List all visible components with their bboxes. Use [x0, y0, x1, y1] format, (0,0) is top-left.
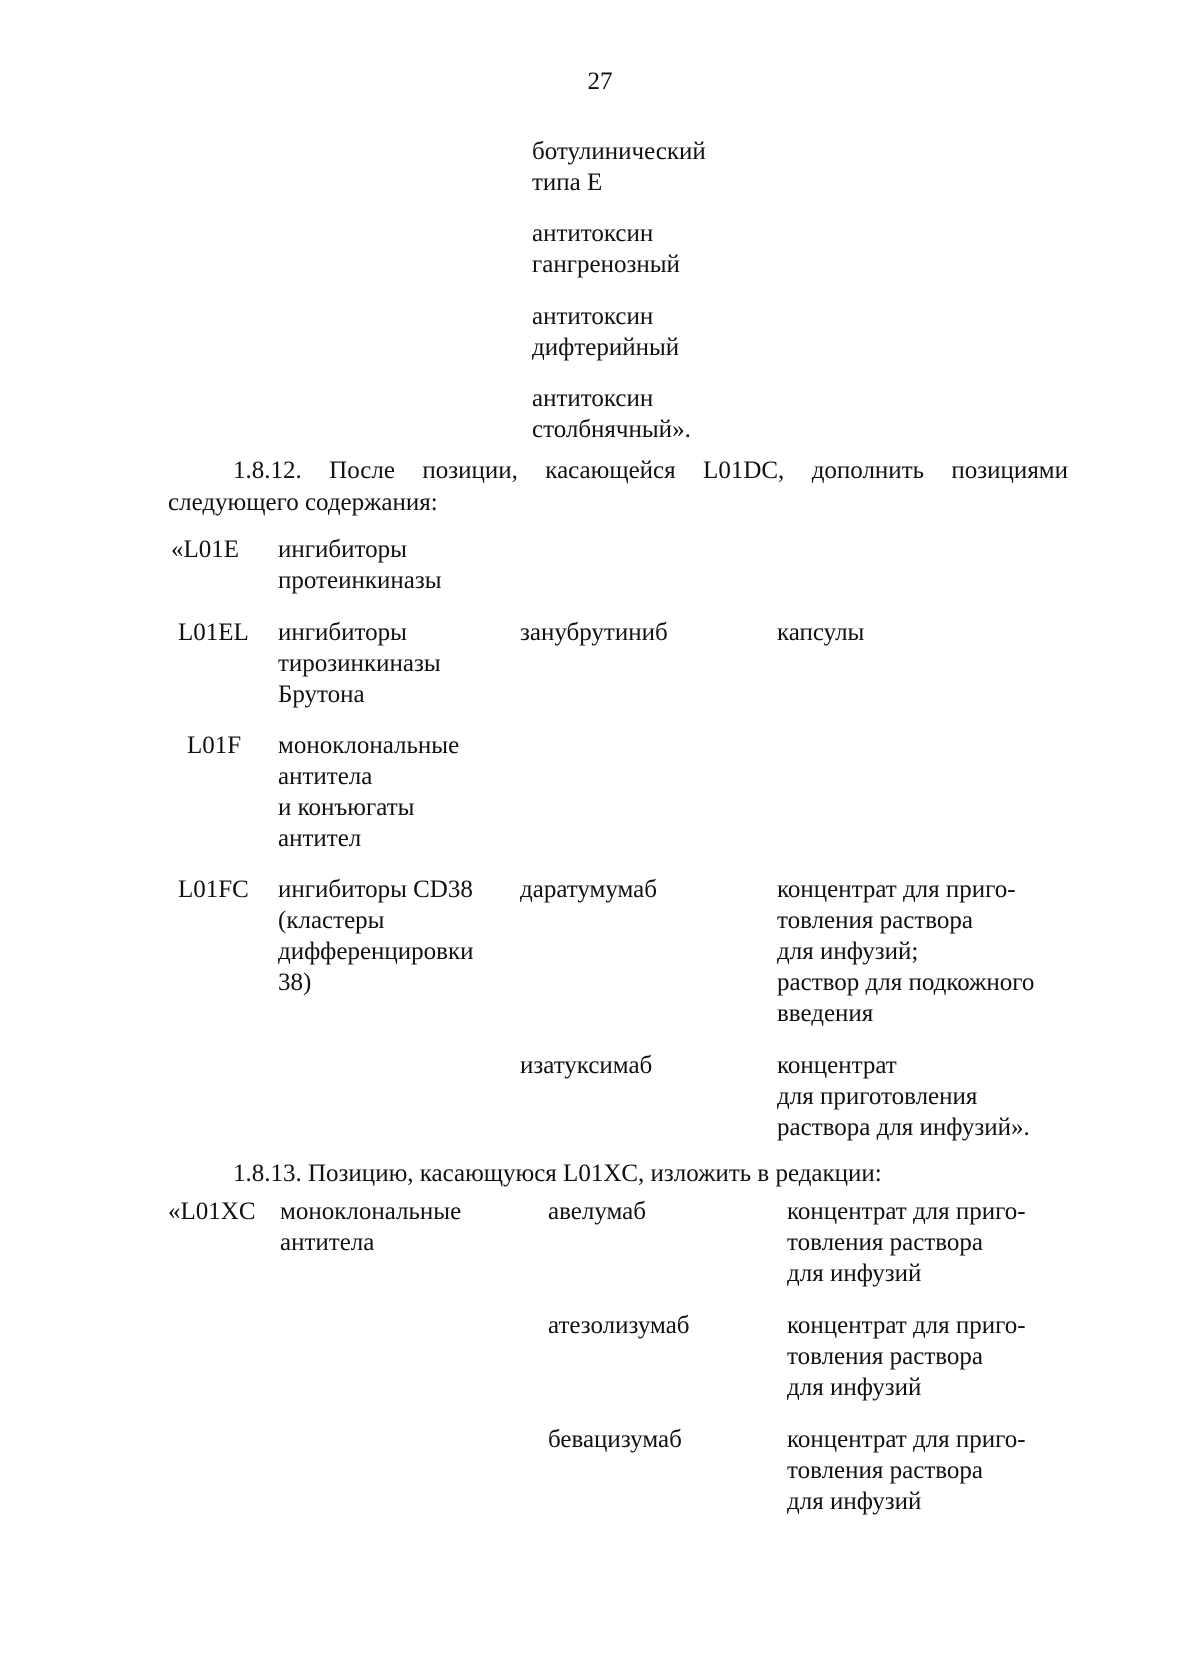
drug-name: атезолизумаб [548, 1312, 690, 1339]
group-line: тирозинкиназы [278, 650, 441, 677]
drug-name: изатуксимаб [520, 1052, 653, 1079]
paragraph-1-8-12-line2: следующего содержания: [168, 489, 438, 516]
group-line: дифференцировки [278, 938, 474, 965]
form-line: концентрат для приго- [787, 1312, 1026, 1339]
word: позициями [951, 457, 1069, 484]
group-line: (кластеры [278, 907, 385, 934]
form-line: товления раствора [787, 1343, 983, 1370]
atc-code: «L01E [171, 536, 240, 563]
atc-group [280, 1196, 461, 1258]
form-line: раствора для инфузий». [777, 1114, 1030, 1141]
group-line: 38) [278, 969, 312, 996]
group-line: ингибиторы [278, 536, 407, 563]
drug-name: бевацизумаб [548, 1426, 682, 1453]
word: дополнить [811, 457, 925, 484]
form-line: для инфузий [787, 1374, 922, 1401]
word: L01DC, [703, 457, 785, 484]
group-line: ингибиторы [278, 619, 407, 646]
page-number: 27 [587, 68, 613, 95]
group-line: антитела [280, 1229, 375, 1256]
dosage-form [777, 617, 864, 648]
form-line: концентрат для приго- [777, 876, 1016, 903]
entry-line: антитоксин [532, 220, 654, 247]
paragraph-1-8-13: 1.8.13. Позицию, касающуюся L01XC, изложить в редакции: [233, 1160, 882, 1187]
form-line: для инфузий; [777, 938, 919, 965]
form-line: введения [777, 1000, 874, 1027]
drug-name: авелумаб [548, 1198, 646, 1225]
form-line: товления раствора [787, 1457, 983, 1484]
form-line: для инфузий [787, 1488, 922, 1515]
drug-name: занубрутиниб [520, 619, 668, 646]
form-line: капсулы [777, 619, 865, 646]
dosage-form [777, 874, 1034, 1029]
dosage-form [787, 1196, 1026, 1289]
entry-line: гангренозный [532, 251, 680, 278]
dosage-form [777, 1050, 1030, 1143]
continuation-entry [532, 218, 680, 280]
entry-line: антитоксин [532, 385, 654, 412]
paragraph-1-8-12-line1 [233, 455, 1068, 486]
group-line: протеинкиназы [278, 567, 442, 594]
word: позиции, [422, 457, 518, 484]
entry-line: антитоксин [532, 303, 654, 330]
form-line: товления раствора [777, 907, 973, 934]
atc-group [278, 730, 459, 854]
atc-code: L01F [187, 732, 242, 759]
group-line: моноклональные [278, 732, 460, 759]
group-line: ингибиторы CD38 [278, 876, 473, 903]
form-line: для инфузий [787, 1260, 922, 1287]
word: 1.8.12. После [233, 457, 395, 484]
atc-code: L01EL [178, 619, 249, 646]
dosage-form [787, 1310, 1026, 1403]
group-line: антител [278, 825, 362, 852]
continuation-entry [532, 383, 691, 445]
group-line: моноклональные [280, 1198, 462, 1225]
atc-code: L01FC [178, 876, 249, 903]
group-line: Брутона [278, 681, 365, 708]
atc-group [278, 617, 441, 710]
entry-line: типа Е [532, 169, 603, 196]
atc-group [278, 874, 474, 998]
atc-code: «L01XC [168, 1198, 256, 1225]
continuation-entry [532, 136, 706, 198]
word: касающейся [545, 457, 676, 484]
dosage-form [787, 1424, 1026, 1517]
entry-line: столбнячный». [532, 416, 691, 443]
form-line: товления раствора [787, 1229, 983, 1256]
entry-line: дифтерийный [532, 334, 680, 361]
form-line: раствор для подкожного [777, 969, 1035, 996]
entry-line: ботулинический [532, 138, 706, 165]
atc-group [278, 534, 442, 596]
form-line: концентрат для приго- [787, 1198, 1026, 1225]
group-line: и конъюгаты [278, 794, 415, 821]
drug-name: даратумумаб [520, 876, 657, 903]
form-line: для приготовления [777, 1083, 978, 1110]
continuation-entry [532, 301, 679, 363]
form-line: концентрат для приго- [787, 1426, 1026, 1453]
group-line: антитела [278, 763, 373, 790]
form-line: концентрат [777, 1052, 897, 1079]
